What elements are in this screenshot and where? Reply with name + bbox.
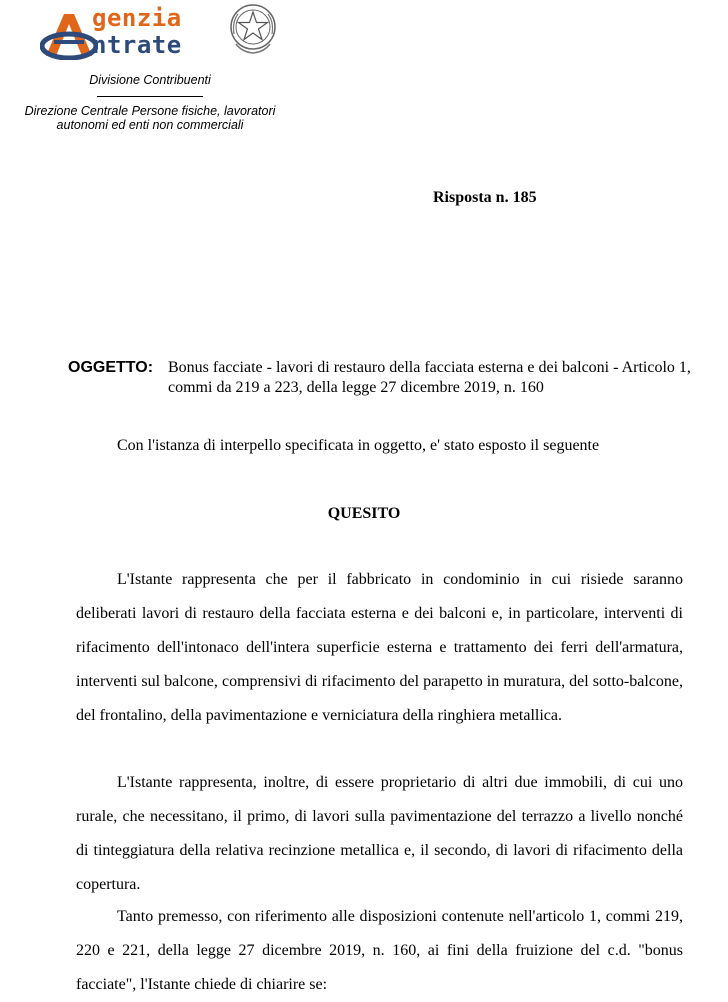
subject-text: Bonus facciate - lavori di restauro della facciata esterna e dei balconi - Articolo 1, commi da 219 a 223, della legge 27 dicembre 2019, n. 160: [168, 359, 691, 396]
logo-word-genzia: genzia: [92, 4, 182, 32]
section-title: QUESITO: [327, 505, 401, 522]
header-divider: [97, 96, 203, 97]
body-paragraph: L'Istante rappresenta che per il fabbricato in condominio in cui risiede saranno deliberati lavori di restauro della facciata esterna e dei balconi e, in particolare, interventi di rifacimento dell'intonaco dell'intera superficie esterna e trattamento dei ferri dell'armatura, interventi sul balcone, comprensivi di rifacimento del parapetto in muratura, del sotto-balcone, del frontalino, della pavimentazione e verniciatura della ringhiera metallica.: [76, 571, 683, 724]
agenzia-entrate-logo: [40, 2, 280, 64]
response-number: Risposta n. 185: [433, 189, 537, 206]
italian-republic-emblem-icon: [228, 2, 278, 56]
body-paragraph: Tanto premesso, con riferimento alle disposizioni contenute nell'articolo 1, commi 219, 220 e 221, della legge 27 dicembre 2019, n. 160, ai fini della fruizione del c.d. "bonus facciate", l'Istante chiede di chiarire se:: [76, 908, 683, 993]
logo-a-icon: [40, 10, 98, 60]
intro-text: Con l'istanza di interpello specificata in oggetto, e' stato esposto il seguente: [117, 437, 600, 454]
logo-word-ntrate: ntrate: [92, 31, 182, 59]
subject-label: OGGETTO:: [68, 359, 154, 376]
body-paragraph: L'Istante rappresenta, inoltre, di essere proprietario di altri due immobili, di cui uno rurale, che necessitano, il primo, di lavori sulla pavimentazione del terrazzo a livello nonché di tinteggiatura della relativa recinzione metallica e, il secondo, di lavori di rifacimento della copertura.: [76, 774, 683, 893]
division-label: Divisione Contribuenti: [89, 73, 211, 87]
direction-label: Direzione Centrale Persone fisiche, lavoratori autonomi ed enti non commerciali: [24, 104, 276, 132]
